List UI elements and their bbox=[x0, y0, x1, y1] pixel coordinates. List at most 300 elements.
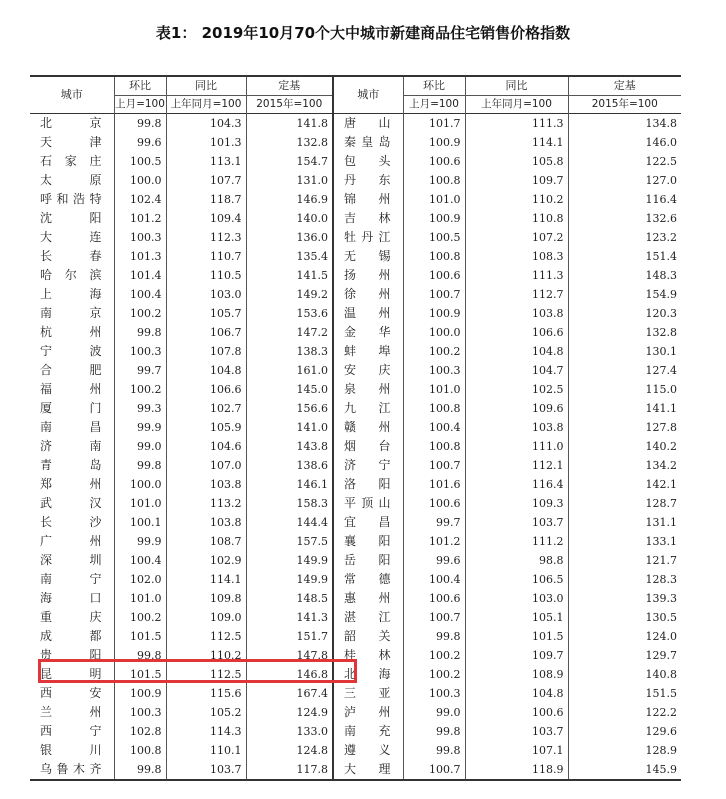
table-row bbox=[30, 741, 681, 760]
city-name-right: 惠州 bbox=[333, 589, 403, 608]
city-name-right: 安庆 bbox=[333, 361, 403, 380]
fixed-value-left: 149.9 bbox=[246, 570, 333, 589]
subheader-yoy-left: 上年同月=100 bbox=[166, 96, 246, 114]
yoy-value-left: 109.0 bbox=[166, 608, 246, 627]
city-name-right: 烟台 bbox=[333, 437, 403, 456]
mom-value-left: 99.8 bbox=[114, 456, 166, 475]
yoy-value-right: 114.1 bbox=[465, 133, 568, 152]
city-name-right: 金华 bbox=[333, 323, 403, 342]
mom-value-right: 101.7 bbox=[403, 114, 465, 134]
mom-value-right: 100.9 bbox=[403, 304, 465, 323]
fixed-value-right: 154.9 bbox=[568, 285, 681, 304]
fixed-value-right: 130.1 bbox=[568, 342, 681, 361]
city-name-left: 昆明 bbox=[40, 667, 102, 681]
mom-value-right: 100.2 bbox=[403, 665, 465, 684]
city-name-left: 石家庄 bbox=[40, 154, 102, 168]
table-row bbox=[30, 589, 681, 608]
yoy-value-left: 107.7 bbox=[166, 171, 246, 190]
fixed-value-right: 128.9 bbox=[568, 741, 681, 760]
yoy-value-right: 111.3 bbox=[465, 114, 568, 134]
city-name-left: 西宁 bbox=[40, 724, 102, 738]
table-row bbox=[30, 361, 681, 380]
city-name-left: 郑州 bbox=[40, 477, 102, 491]
table-row bbox=[30, 570, 681, 589]
mom-value-left: 100.4 bbox=[114, 551, 166, 570]
mom-value-right: 100.7 bbox=[403, 608, 465, 627]
mom-value-left: 101.5 bbox=[114, 627, 166, 646]
table-row bbox=[30, 703, 681, 722]
mom-value-left: 100.9 bbox=[114, 684, 166, 703]
fixed-value-left: 131.0 bbox=[246, 171, 333, 190]
city-name-left: 福州 bbox=[40, 382, 102, 396]
fixed-value-right: 140.8 bbox=[568, 665, 681, 684]
city-name-left: 呼和浩特 bbox=[40, 192, 102, 206]
fixed-value-left: 141.0 bbox=[246, 418, 333, 437]
mom-value-left: 100.3 bbox=[114, 703, 166, 722]
city-name-left: 北京 bbox=[40, 116, 102, 130]
fixed-value-right: 127.8 bbox=[568, 418, 681, 437]
header-fixed-left: 定基 bbox=[246, 76, 333, 96]
yoy-value-right: 118.9 bbox=[465, 760, 568, 780]
yoy-value-right: 111.0 bbox=[465, 437, 568, 456]
mom-value-right: 101.0 bbox=[403, 190, 465, 209]
subheader-fixed-right: 2015年=100 bbox=[568, 96, 681, 114]
mom-value-right: 100.8 bbox=[403, 247, 465, 266]
city-name-right: 湛江 bbox=[333, 608, 403, 627]
mom-value-right: 99.0 bbox=[403, 703, 465, 722]
mom-value-left: 100.4 bbox=[114, 285, 166, 304]
yoy-value-left: 105.9 bbox=[166, 418, 246, 437]
fixed-value-right: 124.0 bbox=[568, 627, 681, 646]
table-row bbox=[30, 722, 681, 741]
yoy-value-left: 110.7 bbox=[166, 247, 246, 266]
fixed-value-left: 149.9 bbox=[246, 551, 333, 570]
fixed-value-right: 123.2 bbox=[568, 228, 681, 247]
yoy-value-right: 110.8 bbox=[465, 209, 568, 228]
city-name-right: 包头 bbox=[333, 152, 403, 171]
city-name-left: 天津 bbox=[40, 135, 102, 149]
yoy-value-right: 109.7 bbox=[465, 171, 568, 190]
city-name-left: 兰州 bbox=[40, 705, 102, 719]
yoy-value-right: 109.7 bbox=[465, 646, 568, 665]
subheader-mom-right: 上月=100 bbox=[403, 96, 465, 114]
table-row bbox=[30, 608, 681, 627]
city-name-left: 哈尔滨 bbox=[40, 268, 102, 282]
fixed-value-right: 146.0 bbox=[568, 133, 681, 152]
city-name-left: 长春 bbox=[40, 249, 102, 263]
mom-value-left: 101.0 bbox=[114, 494, 166, 513]
city-name-right: 温州 bbox=[333, 304, 403, 323]
yoy-value-left: 101.3 bbox=[166, 133, 246, 152]
city-name-left: 济南 bbox=[40, 439, 102, 453]
mom-value-left: 100.3 bbox=[114, 228, 166, 247]
yoy-value-right: 102.5 bbox=[465, 380, 568, 399]
city-name-left: 太原 bbox=[40, 173, 102, 187]
subheader-fixed-left: 2015年=100 bbox=[246, 96, 333, 114]
mom-value-left: 99.3 bbox=[114, 399, 166, 418]
fixed-value-right: 141.1 bbox=[568, 399, 681, 418]
city-name-right: 北海 bbox=[333, 665, 403, 684]
city-name-left: 银川 bbox=[40, 743, 102, 757]
fixed-value-left: 146.1 bbox=[246, 475, 333, 494]
yoy-value-right: 103.7 bbox=[465, 513, 568, 532]
fixed-value-right: 134.2 bbox=[568, 456, 681, 475]
city-name-right: 宜昌 bbox=[333, 513, 403, 532]
header-mom-right: 环比 bbox=[403, 76, 465, 96]
fixed-value-left: 154.7 bbox=[246, 152, 333, 171]
fixed-value-left: 138.3 bbox=[246, 342, 333, 361]
fixed-value-right: 127.4 bbox=[568, 361, 681, 380]
fixed-value-left: 149.2 bbox=[246, 285, 333, 304]
mom-value-left: 99.9 bbox=[114, 532, 166, 551]
fixed-value-left: 140.0 bbox=[246, 209, 333, 228]
mom-value-right: 99.8 bbox=[403, 741, 465, 760]
mom-value-left: 102.4 bbox=[114, 190, 166, 209]
city-name-left: 大连 bbox=[40, 230, 102, 244]
yoy-value-left: 107.0 bbox=[166, 456, 246, 475]
city-name-left: 厦门 bbox=[40, 401, 102, 415]
yoy-value-left: 112.5 bbox=[166, 665, 246, 684]
yoy-value-right: 101.5 bbox=[465, 627, 568, 646]
fixed-value-left: 141.3 bbox=[246, 608, 333, 627]
mom-value-left: 101.0 bbox=[114, 589, 166, 608]
city-name-left: 杭州 bbox=[40, 325, 102, 339]
table-row bbox=[30, 304, 681, 323]
mom-value-left: 102.0 bbox=[114, 570, 166, 589]
fixed-value-left: 147.2 bbox=[246, 323, 333, 342]
yoy-value-left: 105.7 bbox=[166, 304, 246, 323]
city-name-right: 丹东 bbox=[333, 171, 403, 190]
mom-value-left: 100.2 bbox=[114, 608, 166, 627]
fixed-value-left: 133.0 bbox=[246, 722, 333, 741]
yoy-value-left: 103.0 bbox=[166, 285, 246, 304]
fixed-value-left: 148.5 bbox=[246, 589, 333, 608]
table-row bbox=[30, 380, 681, 399]
fixed-value-left: 144.4 bbox=[246, 513, 333, 532]
fixed-value-left: 151.7 bbox=[246, 627, 333, 646]
city-name-left: 武汉 bbox=[40, 496, 102, 510]
yoy-value-left: 118.7 bbox=[166, 190, 246, 209]
yoy-value-left: 104.8 bbox=[166, 361, 246, 380]
mom-value-right: 100.6 bbox=[403, 152, 465, 171]
yoy-value-right: 108.3 bbox=[465, 247, 568, 266]
table-row bbox=[30, 342, 681, 361]
fixed-value-right: 132.8 bbox=[568, 323, 681, 342]
fixed-value-left: 158.3 bbox=[246, 494, 333, 513]
fixed-value-right: 151.4 bbox=[568, 247, 681, 266]
city-name-right: 济宁 bbox=[333, 456, 403, 475]
fixed-value-left: 156.6 bbox=[246, 399, 333, 418]
yoy-value-left: 114.3 bbox=[166, 722, 246, 741]
table-row bbox=[30, 152, 681, 171]
fixed-value-right: 128.3 bbox=[568, 570, 681, 589]
fixed-value-right: 122.2 bbox=[568, 703, 681, 722]
yoy-value-left: 102.7 bbox=[166, 399, 246, 418]
yoy-value-right: 105.8 bbox=[465, 152, 568, 171]
mom-value-left: 100.3 bbox=[114, 342, 166, 361]
mom-value-left: 101.5 bbox=[114, 665, 166, 684]
fixed-value-left: 124.8 bbox=[246, 741, 333, 760]
fixed-value-left: 161.0 bbox=[246, 361, 333, 380]
fixed-value-right: 120.3 bbox=[568, 304, 681, 323]
header-yoy-left: 同比 bbox=[166, 76, 246, 96]
city-name-right: 蚌埠 bbox=[333, 342, 403, 361]
city-name-right: 三亚 bbox=[333, 684, 403, 703]
city-name-right: 韶关 bbox=[333, 627, 403, 646]
mom-value-left: 101.3 bbox=[114, 247, 166, 266]
yoy-value-left: 112.3 bbox=[166, 228, 246, 247]
header-city-left: 城市 bbox=[60, 88, 83, 101]
table-row bbox=[30, 418, 681, 437]
fixed-value-right: 121.7 bbox=[568, 551, 681, 570]
table-row bbox=[30, 760, 681, 780]
yoy-value-left: 103.8 bbox=[166, 513, 246, 532]
city-name-left: 南京 bbox=[40, 306, 102, 320]
table-row bbox=[30, 285, 681, 304]
yoy-value-right: 108.9 bbox=[465, 665, 568, 684]
city-name-left: 青岛 bbox=[40, 458, 102, 472]
mom-value-right: 100.6 bbox=[403, 589, 465, 608]
city-name-left: 贵阳 bbox=[40, 648, 102, 662]
yoy-value-left: 105.2 bbox=[166, 703, 246, 722]
city-name-right: 唐山 bbox=[333, 114, 403, 134]
fixed-value-left: 145.0 bbox=[246, 380, 333, 399]
yoy-value-left: 113.2 bbox=[166, 494, 246, 513]
fixed-value-right: 131.1 bbox=[568, 513, 681, 532]
yoy-value-left: 103.7 bbox=[166, 760, 246, 780]
yoy-value-right: 103.8 bbox=[465, 304, 568, 323]
yoy-value-left: 104.3 bbox=[166, 114, 246, 134]
mom-value-right: 99.8 bbox=[403, 627, 465, 646]
city-name-left: 成都 bbox=[40, 629, 102, 643]
yoy-value-right: 112.1 bbox=[465, 456, 568, 475]
mom-value-right: 100.8 bbox=[403, 399, 465, 418]
table-row bbox=[30, 190, 681, 209]
mom-value-left: 100.0 bbox=[114, 475, 166, 494]
city-name-left: 南宁 bbox=[40, 572, 102, 586]
yoy-value-left: 106.7 bbox=[166, 323, 246, 342]
city-name-right: 锦州 bbox=[333, 190, 403, 209]
mom-value-right: 100.6 bbox=[403, 266, 465, 285]
mom-value-right: 100.7 bbox=[403, 285, 465, 304]
mom-value-left: 101.2 bbox=[114, 209, 166, 228]
city-name-right: 吉林 bbox=[333, 209, 403, 228]
yoy-value-left: 115.6 bbox=[166, 684, 246, 703]
mom-value-left: 99.7 bbox=[114, 361, 166, 380]
mom-value-right: 100.3 bbox=[403, 684, 465, 703]
yoy-value-left: 112.5 bbox=[166, 627, 246, 646]
city-name-right: 牡丹江 bbox=[333, 228, 403, 247]
yoy-value-right: 104.8 bbox=[465, 684, 568, 703]
yoy-value-right: 109.6 bbox=[465, 399, 568, 418]
city-name-left: 宁波 bbox=[40, 344, 102, 358]
mom-value-left: 100.2 bbox=[114, 304, 166, 323]
fixed-value-right: 122.5 bbox=[568, 152, 681, 171]
table-row bbox=[30, 437, 681, 456]
city-name-right: 赣州 bbox=[333, 418, 403, 437]
city-name-right: 常德 bbox=[333, 570, 403, 589]
yoy-value-right: 111.3 bbox=[465, 266, 568, 285]
city-name-right: 南充 bbox=[333, 722, 403, 741]
fixed-value-right: 148.3 bbox=[568, 266, 681, 285]
mom-value-left: 99.8 bbox=[114, 114, 166, 134]
table-row bbox=[30, 494, 681, 513]
mom-value-left: 99.8 bbox=[114, 760, 166, 780]
yoy-value-left: 107.8 bbox=[166, 342, 246, 361]
yoy-value-left: 103.8 bbox=[166, 475, 246, 494]
mom-value-left: 99.9 bbox=[114, 418, 166, 437]
city-name-right: 徐州 bbox=[333, 285, 403, 304]
fixed-value-right: 145.9 bbox=[568, 760, 681, 780]
fixed-value-left: 124.9 bbox=[246, 703, 333, 722]
yoy-value-right: 103.7 bbox=[465, 722, 568, 741]
yoy-value-right: 104.7 bbox=[465, 361, 568, 380]
fixed-value-left: 141.5 bbox=[246, 266, 333, 285]
city-name-right: 九江 bbox=[333, 399, 403, 418]
fixed-value-right: 115.0 bbox=[568, 380, 681, 399]
yoy-value-right: 110.2 bbox=[465, 190, 568, 209]
fixed-value-left: 146.9 bbox=[246, 190, 333, 209]
mom-value-right: 100.7 bbox=[403, 760, 465, 780]
yoy-value-left: 108.7 bbox=[166, 532, 246, 551]
fixed-value-right: 139.3 bbox=[568, 589, 681, 608]
mom-value-left: 101.4 bbox=[114, 266, 166, 285]
mom-value-right: 100.2 bbox=[403, 646, 465, 665]
mom-value-right: 99.8 bbox=[403, 722, 465, 741]
table-row bbox=[30, 209, 681, 228]
yoy-value-right: 109.3 bbox=[465, 494, 568, 513]
city-name-right: 平顶山 bbox=[333, 494, 403, 513]
city-name-right: 泉州 bbox=[333, 380, 403, 399]
city-name-left: 重庆 bbox=[40, 610, 102, 624]
yoy-value-left: 106.6 bbox=[166, 380, 246, 399]
city-name-left: 沈阳 bbox=[40, 211, 102, 225]
mom-value-right: 99.7 bbox=[403, 513, 465, 532]
header-city-right: 城市 bbox=[333, 76, 403, 114]
table-row bbox=[30, 627, 681, 646]
mom-value-right: 100.9 bbox=[403, 133, 465, 152]
mom-value-right: 101.6 bbox=[403, 475, 465, 494]
mom-value-right: 100.3 bbox=[403, 361, 465, 380]
yoy-value-left: 109.8 bbox=[166, 589, 246, 608]
table-row bbox=[30, 323, 681, 342]
fixed-value-right: 142.1 bbox=[568, 475, 681, 494]
fixed-value-right: 130.5 bbox=[568, 608, 681, 627]
city-name-right: 扬州 bbox=[333, 266, 403, 285]
table-row bbox=[30, 266, 681, 285]
table-row bbox=[30, 133, 681, 152]
table-row bbox=[30, 665, 681, 684]
city-name-left: 海口 bbox=[40, 591, 102, 605]
yoy-value-right: 103.0 bbox=[465, 589, 568, 608]
mom-value-left: 100.1 bbox=[114, 513, 166, 532]
table-row bbox=[30, 171, 681, 190]
city-name-right: 遵义 bbox=[333, 741, 403, 760]
table-row bbox=[30, 114, 681, 134]
table-row bbox=[30, 646, 681, 665]
city-name-left: 合肥 bbox=[40, 363, 102, 377]
price-index-table bbox=[30, 75, 681, 781]
yoy-value-right: 103.8 bbox=[465, 418, 568, 437]
fixed-value-left: 157.5 bbox=[246, 532, 333, 551]
city-name-left: 广州 bbox=[40, 534, 102, 548]
mom-value-right: 100.8 bbox=[403, 437, 465, 456]
fixed-value-left: 167.4 bbox=[246, 684, 333, 703]
city-name-right: 泸州 bbox=[333, 703, 403, 722]
fixed-value-left: 153.6 bbox=[246, 304, 333, 323]
fixed-value-right: 128.7 bbox=[568, 494, 681, 513]
header-mom-left: 环比 bbox=[114, 76, 166, 96]
mom-value-right: 100.2 bbox=[403, 342, 465, 361]
fixed-value-right: 132.6 bbox=[568, 209, 681, 228]
city-name-left: 乌鲁木齐 bbox=[40, 762, 102, 776]
city-name-left: 西安 bbox=[40, 686, 102, 700]
yoy-value-left: 114.1 bbox=[166, 570, 246, 589]
fixed-value-left: 117.8 bbox=[246, 760, 333, 780]
yoy-value-right: 112.7 bbox=[465, 285, 568, 304]
fixed-value-right: 134.8 bbox=[568, 114, 681, 134]
city-name-left: 南昌 bbox=[40, 420, 102, 434]
city-name-right: 桂林 bbox=[333, 646, 403, 665]
table-row bbox=[30, 475, 681, 494]
yoy-value-right: 106.5 bbox=[465, 570, 568, 589]
city-name-right: 岳阳 bbox=[333, 551, 403, 570]
yoy-value-left: 113.1 bbox=[166, 152, 246, 171]
table-row bbox=[30, 399, 681, 418]
table-row bbox=[30, 228, 681, 247]
yoy-value-left: 102.9 bbox=[166, 551, 246, 570]
mom-value-left: 99.8 bbox=[114, 646, 166, 665]
table-row bbox=[30, 456, 681, 475]
yoy-value-right: 98.8 bbox=[465, 551, 568, 570]
city-name-right: 秦皇岛 bbox=[333, 133, 403, 152]
city-name-right: 洛阳 bbox=[333, 475, 403, 494]
fixed-value-left: 146.8 bbox=[246, 665, 333, 684]
yoy-value-right: 100.6 bbox=[465, 703, 568, 722]
mom-value-right: 100.4 bbox=[403, 418, 465, 437]
table-title: 表1： 2019年10月70个大中城市新建商品住宅销售价格指数 bbox=[155, 24, 571, 42]
table-row bbox=[30, 532, 681, 551]
fixed-value-right: 127.0 bbox=[568, 171, 681, 190]
table-row bbox=[30, 513, 681, 532]
fixed-value-left: 132.8 bbox=[246, 133, 333, 152]
mom-value-left: 99.8 bbox=[114, 323, 166, 342]
yoy-value-right: 111.2 bbox=[465, 532, 568, 551]
mom-value-right: 99.6 bbox=[403, 551, 465, 570]
yoy-value-right: 107.1 bbox=[465, 741, 568, 760]
fixed-value-left: 135.4 bbox=[246, 247, 333, 266]
fixed-value-left: 138.6 bbox=[246, 456, 333, 475]
city-name-right: 大理 bbox=[333, 760, 403, 780]
mom-value-right: 100.8 bbox=[403, 171, 465, 190]
table-row bbox=[30, 551, 681, 570]
subheader-mom-left: 上月=100 bbox=[114, 96, 166, 114]
yoy-value-right: 105.1 bbox=[465, 608, 568, 627]
mom-value-left: 99.6 bbox=[114, 133, 166, 152]
yoy-value-left: 109.4 bbox=[166, 209, 246, 228]
yoy-value-right: 107.2 bbox=[465, 228, 568, 247]
city-name-left: 深圳 bbox=[40, 553, 102, 567]
mom-value-left: 99.0 bbox=[114, 437, 166, 456]
table-body bbox=[30, 114, 681, 781]
table-row bbox=[30, 247, 681, 266]
city-name-left: 长沙 bbox=[40, 515, 102, 529]
city-name-right: 无锡 bbox=[333, 247, 403, 266]
mom-value-right: 101.2 bbox=[403, 532, 465, 551]
fixed-value-right: 151.5 bbox=[568, 684, 681, 703]
fixed-value-right: 140.2 bbox=[568, 437, 681, 456]
mom-value-right: 100.6 bbox=[403, 494, 465, 513]
